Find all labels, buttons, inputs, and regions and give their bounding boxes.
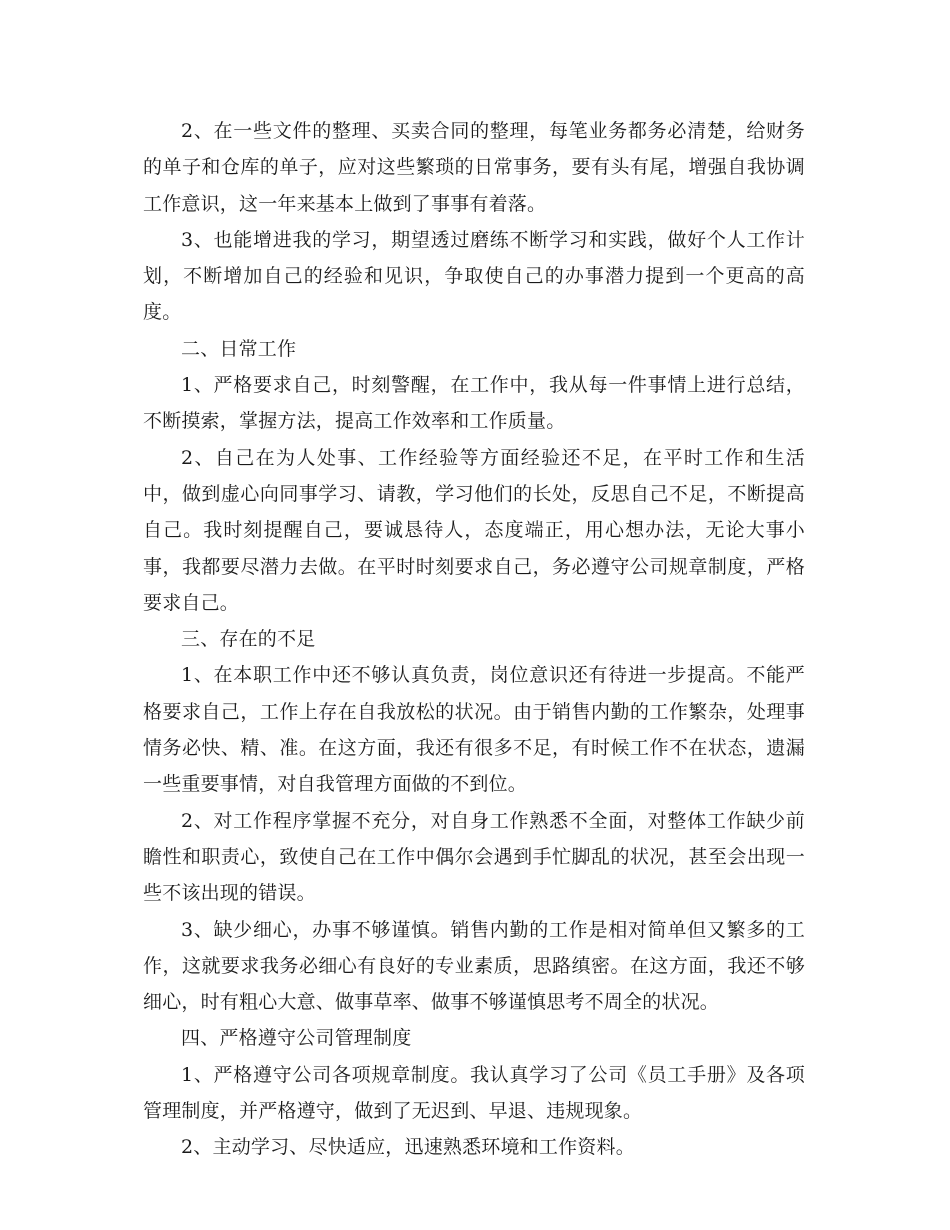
paragraph-daily-work-1: 1、严格要求自己，时刻警醒，在工作中，我从每一件事情上进行总结，不断摸索，掌握方法，提高工作效率和工作质量。	[143, 374, 805, 433]
section-heading-shortcomings: 三、存在的不足	[181, 628, 316, 651]
paragraph-item-3-learning: 3、也能增进我的学习，期望透过磨练不断学习和实践，做好个人工作计划，不断增加自己的经验和见识，争取使自己的办事潜力提到一个更高的高度。	[143, 228, 805, 324]
paragraph-item-2-filing: 2、在一些文件的整理、买卖合同的整理，每笔业务都务必清楚，给财务的单子和仓库的单子，应对这些繁琐的日常事务，要有头有尾，增强自我协调工作意识，这一年来基本上做到了事事有着落。	[143, 120, 805, 215]
paragraph-shortcomings-3: 3、缺少细心，办事不够谨慎。销售内勤的工作是相对简单但又繁多的工作，这就要求我务必细心有良好的专业素质，思路缜密。在这方面，我还不够细心，时有粗心大意、做事草率、做事不够谨慎思考不周全的状况。	[143, 918, 805, 1014]
paragraph-daily-work-2: 2、自己在为人处事、工作经验等方面经验还不足，在平时工作和生活中，做到虚心向同事学习、请教，学习他们的长处，反思自己不足，不断提高自己。我时刻提醒自己，要诚恳待人，态度端正，用心想办法，无论大事小事，我都要尽潜力去做。在平时时刻要求自己，务必遵守公司规章制度，严格要求自己。	[143, 446, 805, 614]
section-heading-company-rules: 四、严格遵守公司管理制度	[181, 1027, 412, 1050]
paragraph-shortcomings-2: 2、对工作程序掌握不充分，对自身工作熟悉不全面，对整体工作缺少前瞻性和职责心，致使自己在工作中偶尔会遇到手忙脚乱的状况，甚至会出现一些不该出现的错误。	[143, 809, 805, 905]
paragraph-company-rules-2: 2、主动学习、尽快适应，迅速熟悉环境和工作资料。	[181, 1136, 635, 1159]
document-body	[143, 113, 805, 1166]
paragraph-shortcomings-1: 1、在本职工作中还不够认真负责，岗位意识还有待进一步提高。不能严格要求自己，工作上存在自我放松的状况。由于销售内勤的工作繁杂，处理事情务必快、精、准。在这方面，我还有很多不足，有时候工作不在状态，遗漏一些重要事情，对自我管理方面做的不到位。	[143, 664, 805, 796]
paragraph-company-rules-1: 1、严格遵守公司各项规章制度。我认真学习了公司《员工手册》及各项管理制度，并严格遵守，做到了无迟到、早退、违规现象。	[143, 1063, 805, 1123]
section-heading-daily-work: 二、日常工作	[181, 337, 297, 360]
